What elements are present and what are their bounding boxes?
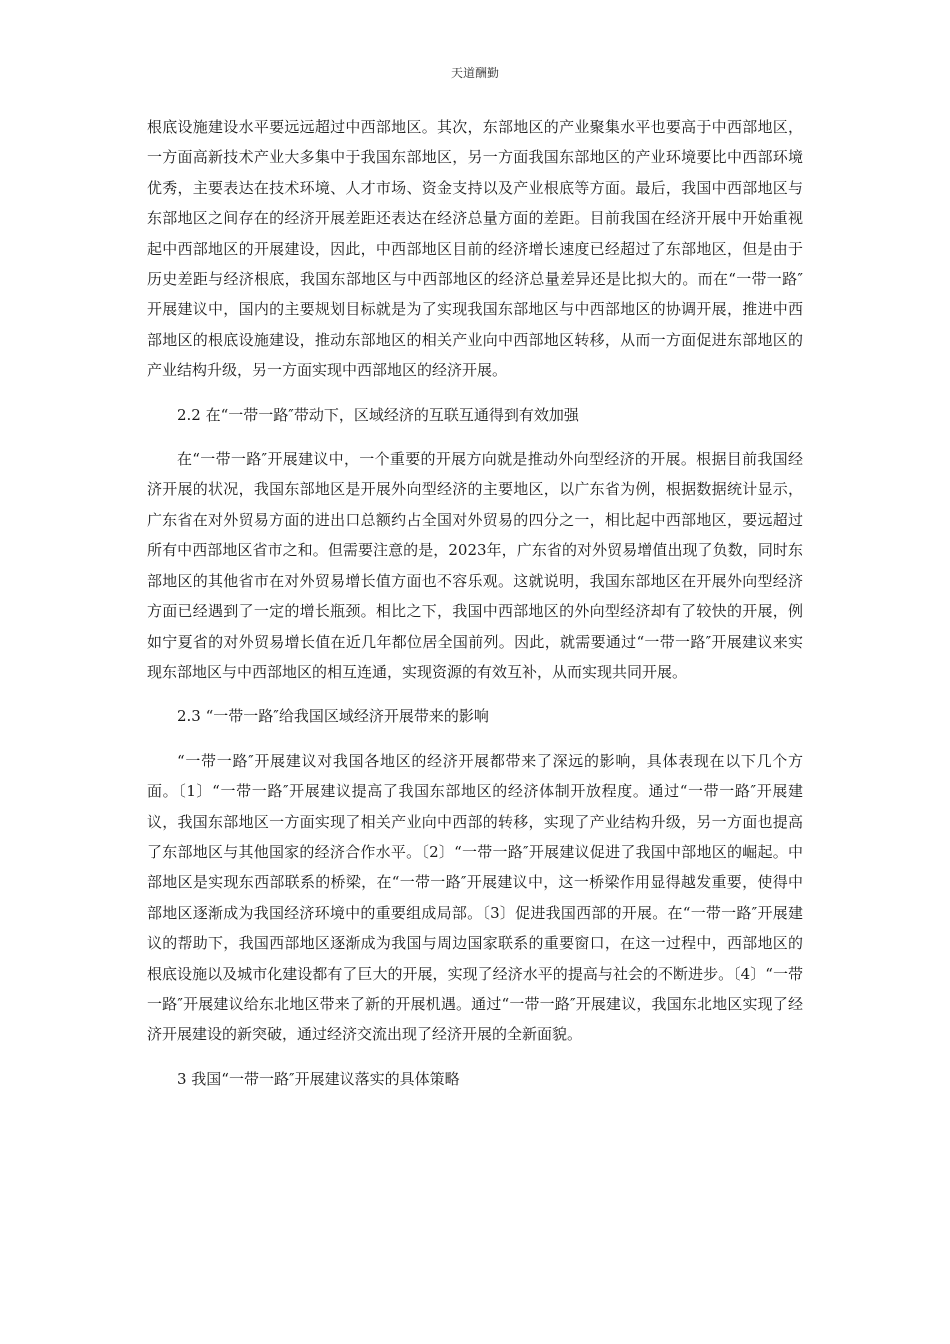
document-body — [147, 112, 803, 1094]
section-heading-2-3: 2.3 “一带一路″给我国区域经济开展带来的影响 — [177, 707, 489, 726]
page-header: 天道酬勤 — [450, 66, 499, 80]
section-heading-2-2: 2.2 在“一带一路″带动下，区域经济的互联互通得到有效加强 — [177, 405, 579, 424]
paragraph-2: 在“一带一路″开展建议中，一个重要的开展方向就是推动外向型经济的开展。根据目前我国经济开展的状况，我国东部地区是开展外向型经济的主要地区，以广东省为例，根据数据统计显示，广东省在对外贸易方面的进出口总额约占全国对外贸易的四分之一，相比起中西部地区，要远超过所有中西部地区省市之和。但需要注意的是，2023年，广东省的对外贸易增值出现了负数，同时东部地区的其他省市在对外贸易增长值方面也不容乐观。这就说明，我国东部地区在开展外向型经济方面已经遇到了一定的增长瓶颈。相比之下，我国中西部地区的外向型经济却有了较快的开展，例如宁夏省的对外贸易增长值在近几年都位居全国前列。因此，就需要通过“一带一路″开展建议来实现东部地区与中西部地区的相互连通，实现资源的有效互补，从而实现共同开展。 — [147, 450, 803, 681]
section-heading-3: 3 我国“一带一路″开展建议落实的具体策略 — [177, 1069, 460, 1088]
paragraph-1: 根底设施建设水平要远远超过中西部地区。其次，东部地区的产业聚集水平也要高于中西部地区，一方面高新技术产业大多集中于我国东部地区，另一方面我国东部地区的产业环境要比中西部环境优秀，主要表达在技术环境、人才市场、资金支持以及产业根底等方面。最后，我国中西部地区与东部地区之间存在的经济开展差距还表达在经济总量方面的差距。目前我国在经济开展中开始重视起中西部地区的开展建设，因此，中西部地区目前的经济增长速度已经超过了东部地区，但是由于历史差距与经济根底，我国东部地区与中西部地区的经济总量差异还是比拟大的。而在“一带一路″开展建议中，国内的主要规划目标就是为了实现我国东部地区与中西部地区的协调开展，推进中西部地区的根底设施建设，推动东部地区的相关产业向中西部地区转移，从而一方面促进东部地区的产业结构升级，另一方面实现中西部地区的经济开展。 — [147, 118, 803, 380]
paragraph-3: “一带一路″开展建议对我国各地区的经济开展都带来了深远的影响，具体表现在以下几个方面。〔1〕“一带一路″开展建议提高了我国东部地区的经济体制开放程度。通过“一带一路″开展建议，我国东部地区一方面实现了相关产业向中西部的转移，实现了产业结构升级，另一方面也提高了东部地区与其他国家的经济合作水平。〔2〕“一带一路″开展建议促进了我国中部地区的崛起。中部地区是实现东西部联系的桥梁，在“一带一路″开展建议中，这一桥梁作用显得越发重要，使得中部地区逐渐成为我国经济环境中的重要组成局部。〔3〕促进我国西部的开展。在“一带一路″开展建议的帮助下，我国西部地区逐渐成为我国与周边国家联系的重要窗口，在这一过程中，西部地区的根底设施以及城市化建设都有了巨大的开展，实现了经济水平的提高与社会的不断进步。〔4〕“一带一路″开展建议给东北地区带来了新的开展机遇。通过“一带一路″开展建议，我国东北地区实现了经济开展建设的新突破，通过经济交流出现了经济开展的全新面貌。 — [147, 751, 803, 1044]
